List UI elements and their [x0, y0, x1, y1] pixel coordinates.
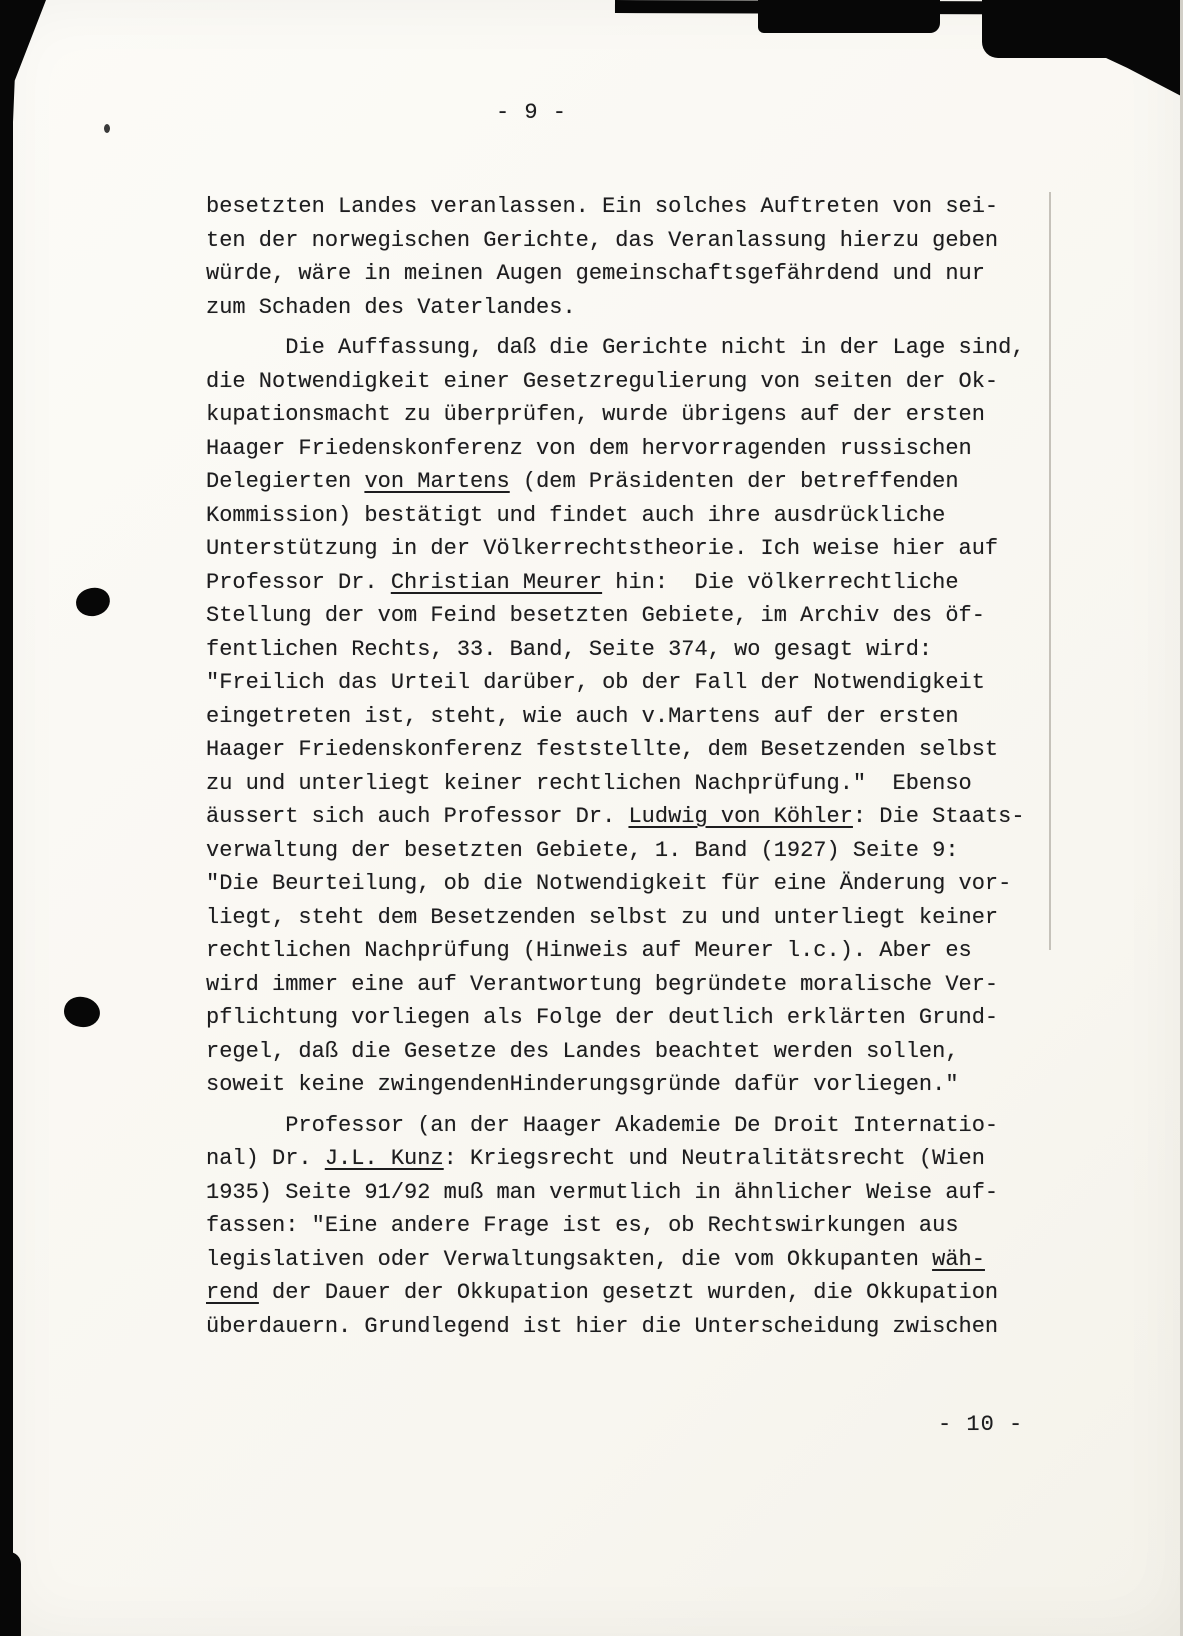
- text-segment: Haager Friedenskonferenz von dem hervorragenden russischen: [206, 435, 972, 461]
- underlined-text: rend: [206, 1280, 259, 1305]
- text-line: [206, 800, 1056, 834]
- text-segment: der Dauer der Okkupation gesetzt wurden, die Okkupation: [258, 1280, 999, 1305]
- text-line: [206, 190, 1056, 224]
- text-segment: besetzten Landes veranlassen. Ein solches Auftreten von sei-: [206, 194, 999, 219]
- text-segment: Delegierten: [206, 469, 365, 494]
- text-line: [206, 633, 1056, 667]
- text-segment: eingetreten ist, steht, wie auch v.Martens auf der ersten: [206, 703, 959, 729]
- text-line: [206, 331, 1056, 365]
- text-segment: hin: Die völkerrechtliche: [602, 569, 959, 595]
- text-segment: fentlichen Rechts, 33. Band, Seite 374, wo gesagt wird:: [206, 636, 933, 662]
- scan-band-top-mid: [758, 0, 940, 33]
- text-line: [206, 432, 1056, 466]
- text-line: [206, 566, 1056, 600]
- underlined-text: J.L. Kunz: [324, 1146, 444, 1171]
- text-segment: legislativen oder Verwaltungsakten, die vom Okkupanten: [206, 1246, 933, 1272]
- text-segment: soweit keine zwingendenHinderungsgründe dafür vorliegen.": [206, 1072, 959, 1097]
- text-line: [206, 666, 1056, 700]
- text-segment: Unterstützung in der Völkerrechtstheorie. Ich weise hier auf: [206, 536, 999, 561]
- text-segment: fassen: "Eine andere Frage ist es, ob Rechtswirkungen aus: [206, 1213, 959, 1238]
- text-line: [206, 1276, 1056, 1310]
- text-segment: zum Schaden des Vaterlandes.: [206, 294, 576, 320]
- text-line: [206, 1176, 1056, 1210]
- text-line: [206, 867, 1056, 901]
- text-line: [206, 224, 1056, 258]
- scan-speck: [104, 124, 110, 133]
- text-segment: liegt, steht dem Besetzenden selbst zu und unterliegt keiner: [206, 904, 999, 930]
- text-segment: : Die Staats-: [852, 804, 1025, 829]
- text-line: [206, 1142, 1056, 1176]
- text-segment: : Kriegsrecht und Neutralitätsrecht (Wien: [443, 1146, 985, 1171]
- paragraph: [206, 1109, 1056, 1344]
- text-segment: regel, daß die Gesetze des Landes beachtet werden sollen,: [206, 1038, 959, 1064]
- text-segment: "Die Beurteilung, ob die Notwendigkeit für eine Änderung vor-: [206, 871, 1012, 896]
- text-line: [206, 968, 1056, 1002]
- scan-corner-top-left: [0, 0, 46, 192]
- text-line: [206, 1243, 1056, 1277]
- text-segment: Stellung der vom Feind besetzten Gebiete, im Archiv des öf-: [206, 603, 985, 628]
- text-line: [206, 1209, 1056, 1243]
- text-segment: rechtlichen Nachprüfung (Hinweis auf Meurer l.c.). Aber es: [206, 938, 972, 963]
- text-line: [206, 257, 1056, 291]
- text-segment: "Freilich das Urteil darüber, ob der Fall der Notwendigkeit: [206, 670, 985, 695]
- text-segment: wird immer eine auf Verantwortung begründete moralische Ver-: [206, 971, 999, 997]
- text-line: [206, 1035, 1056, 1069]
- text-segment: nal) Dr.: [206, 1146, 325, 1171]
- text-line: [206, 901, 1056, 935]
- text-segment: (dem Präsidenten der betreffenden: [509, 469, 959, 494]
- underlined-text: Ludwig von Köhler: [628, 804, 853, 829]
- paragraph: [206, 190, 1056, 324]
- text-segment: Haager Friedenskonferenz feststellte, dem Besetzenden selbst: [206, 737, 999, 762]
- scan-edge-left: [0, 0, 13, 1636]
- text-segment: kupationsmacht zu überprüfen, wurde übrigens auf der ersten: [206, 402, 985, 427]
- page-number-top: - 9 -: [496, 100, 568, 125]
- text-segment: verwaltung der besetzten Gebiete, 1. Band (1927) Seite 9:: [206, 837, 959, 863]
- text-line: [206, 1310, 1056, 1344]
- underlined-text: Christian Meurer: [390, 569, 603, 595]
- scan-edge-left-bottom: [0, 1552, 21, 1636]
- text-line: [206, 398, 1056, 432]
- text-segment: Professor (an der Haager Akademie De Droit Internatio-: [206, 1112, 999, 1138]
- text-line: [206, 767, 1056, 801]
- text-line: [206, 532, 1056, 566]
- text-line: [206, 365, 1056, 399]
- underlined-text: wäh-: [932, 1246, 985, 1272]
- text-segment: würde, wäre in meinen Augen gemeinschaftsgefährdend und nur: [206, 261, 985, 286]
- text-line: [206, 499, 1056, 533]
- underlined-text: von Martens: [364, 469, 510, 494]
- text-line: [206, 834, 1056, 868]
- text-line: [206, 934, 1056, 968]
- text-segment: Professor Dr.: [206, 569, 391, 595]
- text-segment: pflichtung vorliegen als Folge der deutlich erklärten Grund-: [206, 1005, 999, 1030]
- text-line: [206, 291, 1056, 325]
- text-segment: 1935) Seite 91/92 muß man vermutlich in ähnlicher Weise auf-: [206, 1179, 999, 1205]
- text-line: [206, 465, 1056, 499]
- hole-punch-mark-upper: [74, 585, 112, 618]
- hole-punch-mark-lower: [62, 995, 102, 1030]
- text-segment: Die Auffassung, daß die Gerichte nicht in der Lage sind,: [206, 335, 1025, 360]
- text-line: [206, 1109, 1056, 1143]
- paragraph: [206, 331, 1056, 1102]
- text-segment: die Notwendigkeit einer Gesetzregulierung von seiten der Ok-: [206, 368, 999, 394]
- text-segment: Kommission) bestätigt und findet auch ihre ausdrückliche: [206, 502, 946, 528]
- scan-corner-top-right: [1090, 0, 1183, 97]
- text-block: [206, 190, 1056, 1343]
- page-number-bottom: - 10 -: [938, 1412, 1024, 1437]
- text-segment: äussert sich auch Professor Dr.: [206, 804, 629, 829]
- text-segment: ten der norwegischen Gerichte, das Veranlassung hierzu geben: [206, 227, 999, 253]
- text-segment: überdauern. Grundlegend ist hier die Unterscheidung zwischen: [206, 1313, 999, 1339]
- text-segment: zu und unterliegt keiner rechtlichen Nachprüfung." Ebenso: [206, 770, 972, 796]
- text-line: [206, 1001, 1056, 1035]
- text-line: [206, 1068, 1056, 1102]
- text-line: [206, 700, 1056, 734]
- text-line: [206, 733, 1056, 767]
- text-line: [206, 599, 1056, 633]
